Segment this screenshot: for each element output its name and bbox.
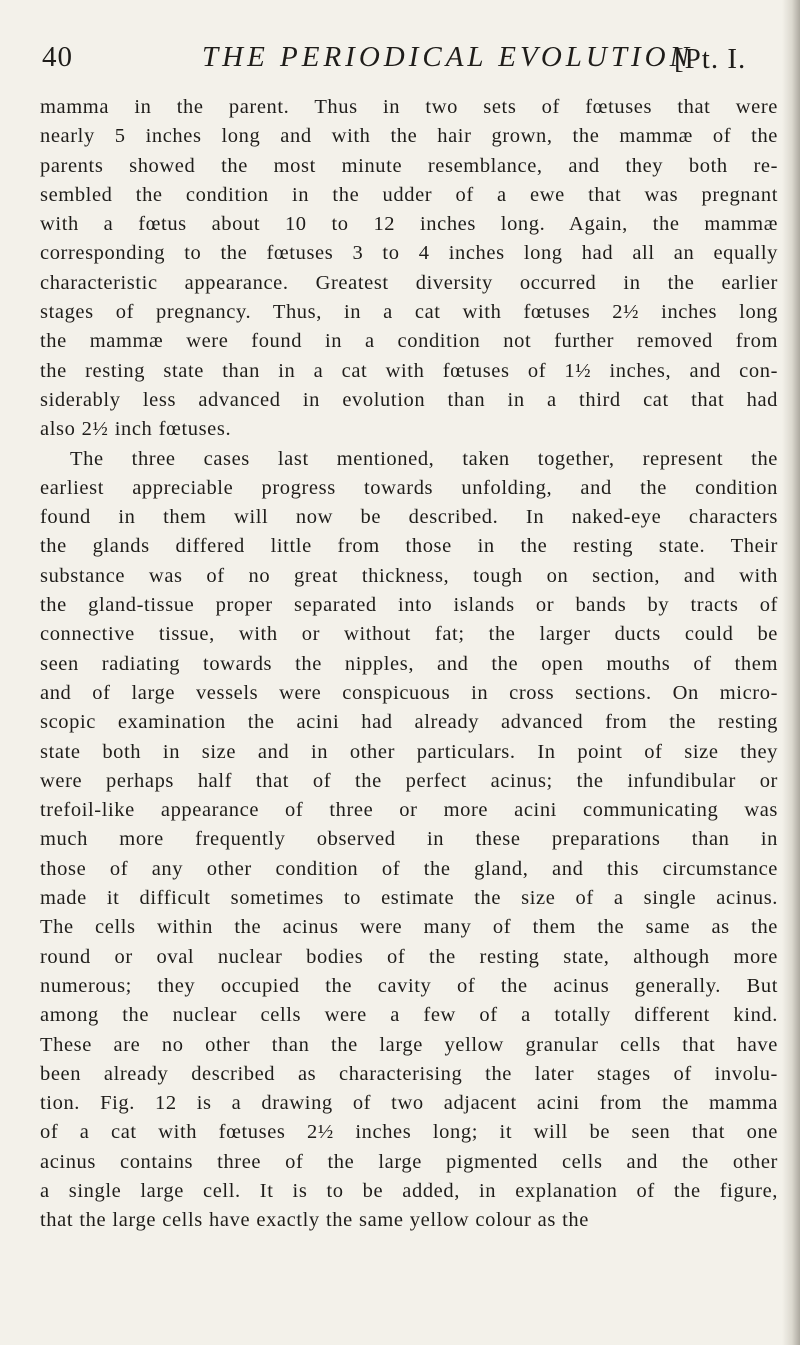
text-line: the gland-tissue proper separated into islands or bands by tracts of [40, 594, 778, 617]
part-mark: [Pt. I. [674, 43, 747, 75]
text-line: the mammæ were found in a condition not further removed from [40, 330, 778, 353]
text-line: of a cat with fœtuses 2½ inches long; it will be seen that one [40, 1121, 778, 1144]
running-title: THE PERIODICAL EVOLUTION [202, 41, 693, 73]
text-line: characteristic appearance. Greatest diversity occurred in the earlier [40, 271, 778, 294]
text-line: sembled the condition in the udder of a ewe that was pregnant [40, 183, 778, 206]
text-line: the glands differed little from those in the resting state. Their [40, 535, 778, 558]
text-line: and of large vessels were conspicuous in cross sections. On micro- [40, 681, 778, 704]
text-line: the resting state than in a cat with fœtuses of 1½ inches, and con- [40, 359, 778, 382]
page-edge-shadow [782, 0, 800, 1345]
text-line: siderably less advanced in evolution than in a third cat that had [40, 388, 778, 411]
body-text [40, 93, 778, 1236]
text-line: scopic examination the acini had already advanced from the resting [40, 711, 778, 734]
text-line: substance was of no great thickness, tough on section, and with [40, 564, 778, 587]
text-line: seen radiating towards the nipples, and the open mouths of them [40, 652, 778, 675]
text-line: stages of pregnancy. Thus, in a cat with fœtuses 2½ inches long [40, 301, 778, 324]
text-line: parents showed the most minute resemblance, and they both re- [40, 154, 778, 177]
text-line: corresponding to the fœtuses 3 to 4 inches long had all an equally [40, 242, 778, 265]
text-line: been already described as characterising the later stages of involu- [40, 1062, 778, 1085]
text-line: numerous; they occupied the cavity of the acinus generally. But [40, 974, 778, 997]
text-line: connective tissue, with or without fat; the larger ducts could be [40, 623, 778, 646]
text-line: These are no other than the large yellow granular cells that have [40, 1033, 778, 1056]
text-line: found in them will now be described. In naked-eye characters [40, 506, 778, 529]
text-line: round or oval nuclear bodies of the resting state, although more [40, 945, 778, 968]
text-line: The cells within the acinus were many of them the same as the [40, 916, 778, 939]
text-line: earliest appreciable progress towards unfolding, and the condition [40, 476, 778, 499]
running-head [42, 34, 782, 80]
text-line: trefoil-like appearance of three or more acini communicating was [40, 799, 778, 822]
text-line: among the nuclear cells were a few of a totally different kind. [40, 1004, 778, 1027]
text-line: state both in size and in other particulars. In point of size they [40, 740, 778, 763]
text-line: a single large cell. It is to be added, in explanation of the figure, [40, 1179, 778, 1202]
text-line: with a fœtus about 10 to 12 inches long. Again, the mammæ [40, 213, 778, 236]
text-line: those of any other condition of the gland, and this circumstance [40, 857, 778, 880]
text-line: nearly 5 inches long and with the hair grown, the mammæ of the [40, 125, 778, 148]
text-line: made it difficult sometimes to estimate the size of a single acinus. [40, 887, 778, 910]
text-line: mamma in the parent. Thus in two sets of fœtuses that were [40, 96, 778, 118]
text-line: much more frequently observed in these preparations than in [40, 828, 778, 851]
page-number: 40 [42, 41, 73, 73]
text-line: The three cases last mentioned, taken together, represent the [70, 447, 778, 470]
text-line: also 2½ inch fœtuses. [40, 418, 232, 441]
text-line: tion. Fig. 12 is a drawing of two adjacent acini from the mamma [40, 1092, 778, 1115]
text-line: were perhaps half that of the perfect acinus; the infundibular or [40, 769, 778, 792]
text-line: acinus contains three of the large pigmented cells and the other [40, 1150, 778, 1173]
text-line: that the large cells have exactly the same yellow colour as the [40, 1209, 589, 1232]
